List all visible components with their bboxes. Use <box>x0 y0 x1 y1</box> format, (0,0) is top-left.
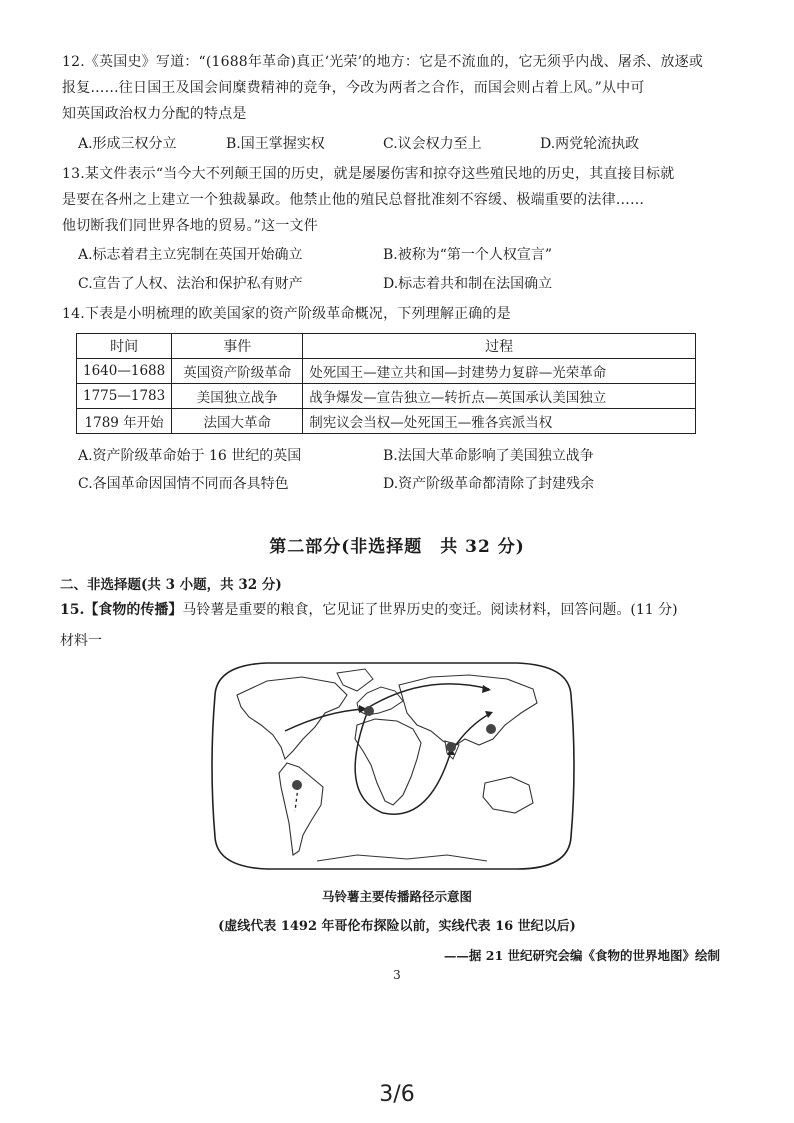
q13-line-3: 他切断我们同世界各地的贸易。”这一文件 <box>62 218 318 234</box>
table-header: 事件 <box>172 334 303 359</box>
table-cell: 处死国王—建立共和国—封建势力复辟—光荣革命 <box>303 359 696 384</box>
table-header: 时间 <box>77 334 172 359</box>
q12-line-3: 知英国政治权力分配的特点是 <box>62 106 247 122</box>
q15-topic: 15.【食物的传播】 <box>60 602 183 618</box>
page-number: 3 <box>393 968 401 982</box>
table-row <box>77 409 696 434</box>
table-cell: 1775—1783 <box>77 384 172 409</box>
table-cell: 英国资产阶级革命 <box>172 359 303 384</box>
q12-option-d: D.两党轮流执政 <box>540 136 640 152</box>
table-cell: 战争爆发—宣告独立—转折点—英国承认美国独立 <box>303 384 696 409</box>
q14-stem: 14.下表是小明梳理的欧美国家的资产阶级革命概况，下列理解正确的是 <box>62 306 511 322</box>
revolution-table <box>76 333 696 434</box>
page-pager: 3/6 <box>379 1082 415 1107</box>
marker-china <box>486 724 496 734</box>
marker-europe <box>364 706 374 716</box>
marker-india <box>446 742 456 752</box>
table-row <box>77 384 696 409</box>
q12-line-1: 12.《英国史》写道：“(1688年革命)真正‘光荣’的地方：它是不流血的，它无须乎内战、屠杀、放逐或 <box>62 54 704 70</box>
q12-option-c: C.议会权力至上 <box>383 136 482 152</box>
table-row <box>77 359 696 384</box>
q15-text: 马铃薯是重要的粮食，它见证了世界历史的变迁。阅读材料，回答问题。(11 分) <box>182 602 678 618</box>
q15-stem <box>60 600 678 620</box>
table-cell: 法国大革命 <box>172 409 303 434</box>
map-legend: (虚线代表 1492 年哥伦布探险以前，实线代表 16 世纪以后) <box>218 919 576 934</box>
q12-option-b: B.国王掌握实权 <box>226 136 325 152</box>
q13-line-1: 13.某文件表示“当今大不列颠王国的历史，就是屡屡伤害和掠夺这些殖民地的历史，其直接目标就 <box>62 166 675 182</box>
q12-option-a: A.形成三权分立 <box>78 136 177 152</box>
q13-option-c: C.宣告了人权、法治和保护私有财产 <box>78 276 303 292</box>
q13-option-b: B.被称为“第一个人权宣言” <box>383 247 553 263</box>
q13-line-2: 是要在各州之上建立一个独裁暴政。他禁止他的殖民总督批准刻不容缓、极端重要的法律…… <box>62 192 645 208</box>
table-cell: 制宪议会当权—处死国王—雅各宾派当权 <box>303 409 696 434</box>
q14-option-a: A.资产阶级革命始于 16 世纪的英国 <box>78 448 302 464</box>
section-heading: 二、非选择题(共 3 小题，共 32 分) <box>60 577 282 593</box>
material-one-label: 材料一 <box>60 633 102 649</box>
q12-line-2: 报复……往日国王及国会间糜费精神的竞争，今改为两者之合作，而国会则占着上风。”从中可 <box>62 80 645 96</box>
q14-option-d: D.资产阶级革命都清除了封建残余 <box>383 476 595 492</box>
q14-option-b: B.法国大革命影响了美国独立战争 <box>383 448 594 464</box>
table-header: 过程 <box>303 334 696 359</box>
table-cell: 1640—1688 <box>77 359 172 384</box>
map-source: ——据 21 世纪研究会编《食物的世界地图》绘制 <box>443 948 720 963</box>
q14-option-c: C.各国革命因国情不同而各具特色 <box>78 476 289 492</box>
part-two-title: 第二部分(非选择题 共 32 分) <box>269 537 525 557</box>
table-header-row <box>77 334 696 359</box>
map-caption: 马铃薯主要传播路径示意图 <box>321 889 472 904</box>
q13-option-a: A.标志着君主立宪制在英国开始确立 <box>78 247 303 263</box>
marker-south-america <box>292 780 302 790</box>
q13-option-d: D.标志着共和制在法国确立 <box>383 276 553 292</box>
table-cell: 美国独立战争 <box>172 384 303 409</box>
table-cell: 1789 年开始 <box>77 409 172 434</box>
potato-route-map <box>207 655 577 877</box>
